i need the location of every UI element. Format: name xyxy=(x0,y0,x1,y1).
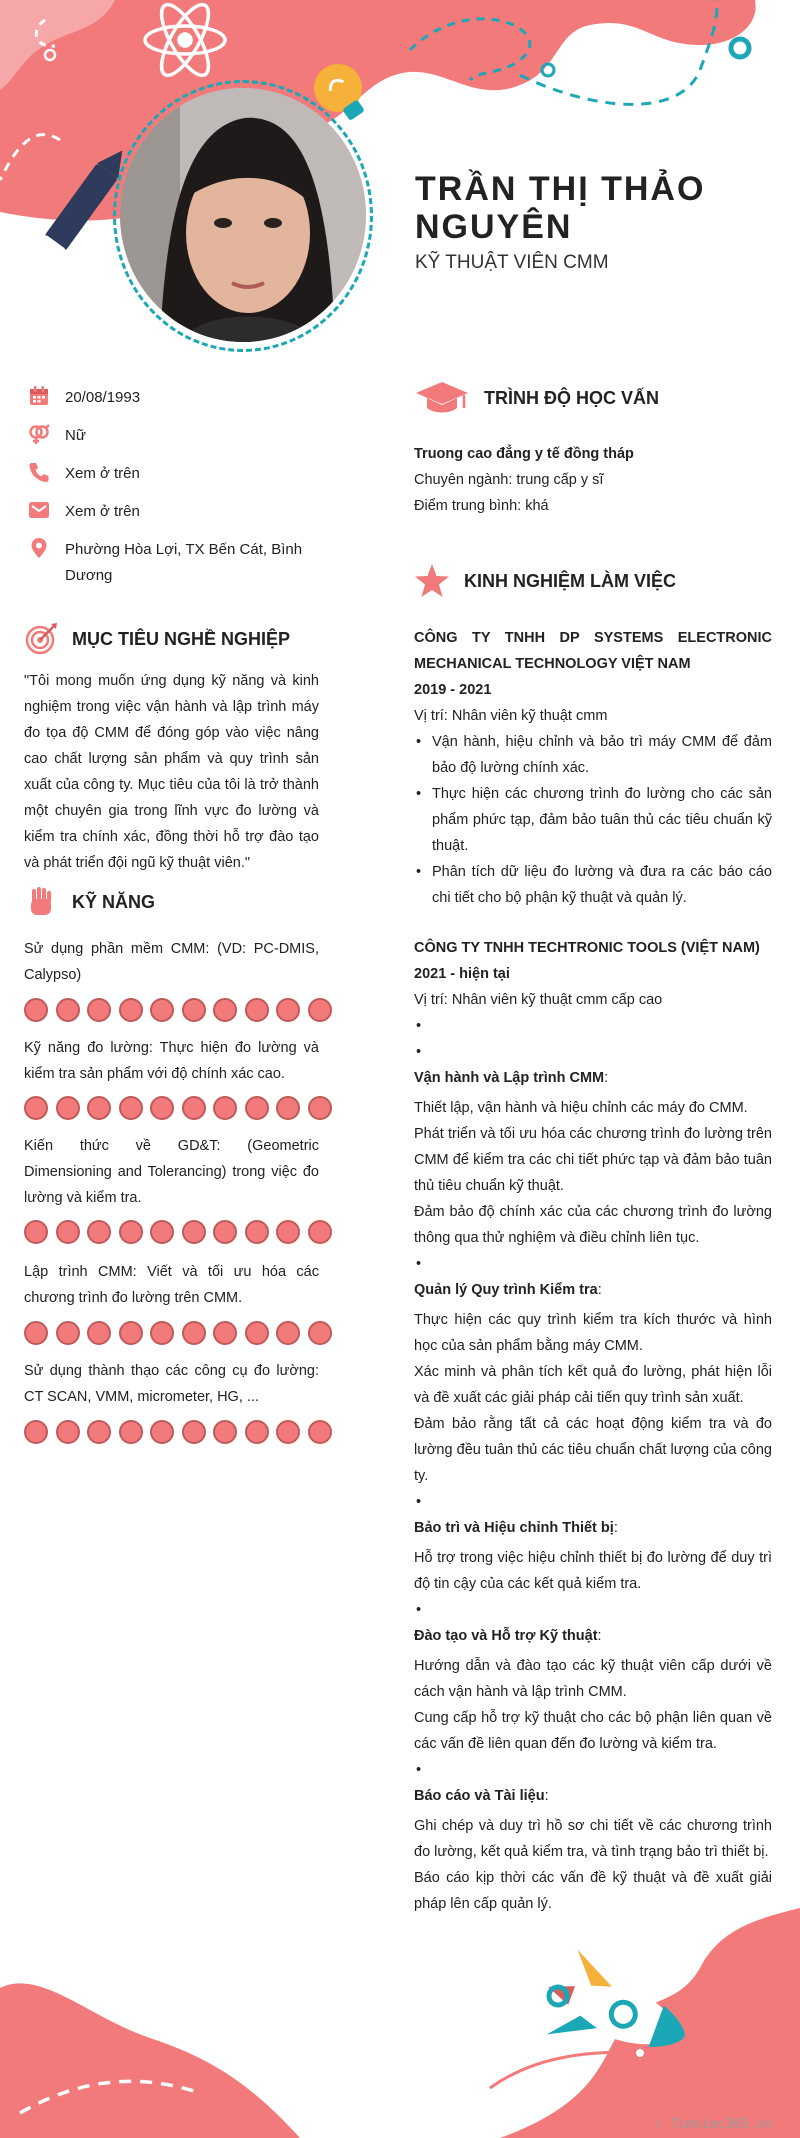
rating-dot xyxy=(213,1420,237,1444)
job-bullet xyxy=(414,1013,772,1039)
rating-dot xyxy=(150,1420,174,1444)
rating-dot xyxy=(56,1420,80,1444)
rating-dot xyxy=(56,1096,80,1120)
rating-dot xyxy=(213,1321,237,1345)
footer-decoration xyxy=(0,1908,800,2138)
duty-group-heading: Bảo trì và Hiệu chỉnh Thiết bị: xyxy=(414,1520,618,1536)
hand-icon xyxy=(24,885,58,919)
duty-group-heading: Vận hành và Lập trình CMM: xyxy=(414,1070,609,1086)
skill-rating xyxy=(24,1220,332,1244)
star-icon xyxy=(414,563,450,599)
rating-dot xyxy=(87,1420,111,1444)
rating-dot xyxy=(24,1220,48,1244)
rating-dot xyxy=(308,1420,332,1444)
duty-line: Đảm bảo độ chính xác của các chương trình đo lường thông qua thử nghiệm và điều chỉnh liên tục. xyxy=(414,1204,772,1246)
gender-icon xyxy=(28,423,50,445)
rating-dot xyxy=(150,1096,174,1120)
rating-dot xyxy=(308,1321,332,1345)
location-pin-icon xyxy=(28,537,50,559)
rating-dot xyxy=(119,1096,143,1120)
rating-dot xyxy=(24,1096,48,1120)
rating-dot xyxy=(56,1321,80,1345)
rating-dot xyxy=(245,1220,269,1244)
rating-dot xyxy=(308,998,332,1022)
candidate-name: TRẦN THỊ THẢO NGUYÊN xyxy=(415,170,706,246)
rating-dot xyxy=(276,1096,300,1120)
rating-dot xyxy=(56,1220,80,1244)
objective-text: "Tôi mong muốn ứng dụng kỹ năng và kinh nghiệm trong việc vận hành và lập trình máy đo tọa độ CMM để đóng góp vào việc nâng cao chất lượng sản phẩm và quy trình sản xuất của công ty. Mục tiêu của tôi là trở thành một chuyên gia trong lĩnh vực đo lường và kiểm tra chính xác, đồng thời hỗ trợ đào tạo và phát triển đội ngũ kỹ thuật viên." xyxy=(24,673,319,871)
rating-dot xyxy=(24,1420,48,1444)
duty-line: Thiết lập, vận hành và hiệu chỉnh các máy đo CMM. xyxy=(414,1100,748,1116)
job-bullet: • Vận hành, hiệu chỉnh và bảo trì máy CMM để đảm bảo độ lường chính xác. xyxy=(414,729,772,781)
duty-line: Ghi chép và duy trì hồ sơ chi tiết về các chương trình đo lường, kết quả kiểm tra, và tình trạng bảo trì thiết bị. xyxy=(414,1818,772,1860)
rating-dot xyxy=(276,1321,300,1345)
duty-line: Thực hiện các quy trình kiểm tra kích thước và hình học của sản phẩm bằng máy CMM. xyxy=(414,1312,772,1354)
rating-dot xyxy=(182,1321,206,1345)
duty-line: Hỗ trợ trong việc hiệu chỉnh thiết bị đo lường để duy trì độ tin cậy của các kết quả kiểm tra. xyxy=(414,1550,772,1592)
education-gpa: Điểm trung bình: khá xyxy=(414,498,549,514)
skill-label: Kỹ năng đo lường: Thực hiện đo lường và kiểm tra sản phẩm với độ chính xác cao. xyxy=(24,1040,319,1082)
target-icon xyxy=(24,622,58,656)
contact-birthday: 20/08/1993 xyxy=(28,385,328,411)
skill-label: Sử dụng thành thạo các công cụ đo lường: CT SCAN, VMM, micrometer, HG, ... xyxy=(24,1363,319,1405)
duty-line: Báo cáo kịp thời các vấn đề kỹ thuật và đề xuất giải pháp lên cấp quản lý. xyxy=(414,1870,772,1912)
rating-dot xyxy=(213,1220,237,1244)
duty-line: Đảm bảo rằng tất cả các hoạt động kiểm tra và đo lường đều tuân thủ các tiêu chuẩn chất lượng của công ty. xyxy=(414,1416,772,1484)
rating-dot xyxy=(308,1096,332,1120)
rating-dot xyxy=(87,1321,111,1345)
rating-dot xyxy=(87,1220,111,1244)
job-bullet: • Thực hiện các chương trình đo lường cho các sản phẩm phức tạp, đảm bảo tuân thủ các tiêu chuẩn kỹ thuật. xyxy=(414,781,772,859)
job-position: Vị trí: Nhân viên kỹ thuật cmm xyxy=(414,708,608,724)
job-bullet xyxy=(414,1597,772,1623)
skill-label: Kiến thức về GD&T: (Geometric Dimensioning and Tolerancing) trong việc đo lường và kiểm tra. xyxy=(24,1138,319,1206)
phone-icon xyxy=(28,461,50,483)
education-school: Truong cao đẳng y tế đồng tháp xyxy=(414,446,634,462)
avatar xyxy=(120,88,366,342)
education-details xyxy=(414,441,772,519)
rating-dot xyxy=(119,998,143,1022)
duty-line: Cung cấp hỗ trợ kỹ thuật cho các bộ phận liên quan về các vấn đề liên quan đến đo lường và kiểm tra. xyxy=(414,1710,772,1752)
skill-rating xyxy=(24,1420,332,1444)
duty-group-heading: Đào tạo và Hỗ trợ Kỹ thuật: xyxy=(414,1628,602,1644)
experience-job-2 xyxy=(414,935,772,1917)
rating-dot xyxy=(182,1420,206,1444)
job-bullet xyxy=(414,1489,772,1515)
job-company: CÔNG TY TNHH TECHTRONIC TOOLS (VIỆT NAM) xyxy=(414,940,760,956)
rating-dot xyxy=(276,1420,300,1444)
graduation-cap-icon xyxy=(414,380,470,416)
calendar-icon xyxy=(28,385,50,407)
rating-dot xyxy=(119,1220,143,1244)
skills-heading: KỸ NĂNG xyxy=(24,885,155,919)
duty-line: Xác minh và phân tích kết quả đo lường, phát hiện lỗi và đề xuất các giải pháp cải tiến quy trình sản xuất. xyxy=(414,1364,772,1406)
rating-dot xyxy=(182,1096,206,1120)
skill-rating xyxy=(24,998,332,1022)
teal-ring xyxy=(731,39,749,57)
rating-dot xyxy=(245,1420,269,1444)
rating-dot xyxy=(245,1321,269,1345)
rating-dot xyxy=(276,1220,300,1244)
contact-address: Phường Hòa Lợi, TX Bến Cát, Bình Dương xyxy=(28,537,328,589)
rating-dot xyxy=(245,1096,269,1120)
rating-dot xyxy=(87,998,111,1022)
rating-dot xyxy=(150,1321,174,1345)
contact-gender: Nữ xyxy=(28,423,328,449)
job-bullet xyxy=(414,1251,772,1277)
rating-dot xyxy=(87,1096,111,1120)
rating-dot xyxy=(245,998,269,1022)
job-position: Vị trí: Nhân viên kỹ thuật cmm cấp cao xyxy=(414,992,663,1008)
email-icon xyxy=(28,499,50,521)
job-bullet: • Phân tích dữ liệu đo lường và đưa ra các báo cáo chi tiết cho bộ phận kỹ thuật và quản lý. xyxy=(414,859,772,911)
job-period: 2021 - hiện tại xyxy=(414,966,510,982)
footer-blob-left xyxy=(0,1983,300,2138)
job-period: 2019 - 2021 xyxy=(414,682,492,698)
watermark: ∴ Timviec365.vn xyxy=(654,2117,772,2132)
skill-rating xyxy=(24,1096,332,1120)
job-company: CÔNG TY TNHH DP SYSTEMS ELECTRONIC MECHANICAL TECHNOLOGY VIỆT NAM xyxy=(414,630,772,672)
rating-dot xyxy=(150,1220,174,1244)
rating-dot xyxy=(119,1321,143,1345)
skill-label: Lập trình CMM: Viết và tối ưu hóa các chương trình đo lường trên CMM. xyxy=(24,1264,319,1306)
job-bullet xyxy=(414,1039,772,1065)
objective-heading: MỤC TIÊU NGHỀ NGHIỆP xyxy=(24,622,290,656)
education-heading: TRÌNH ĐỘ HỌC VẤN xyxy=(414,380,659,416)
experience-job-1 xyxy=(414,625,772,911)
rating-dot xyxy=(24,998,48,1022)
rating-dot xyxy=(308,1220,332,1244)
rating-dot xyxy=(56,998,80,1022)
rating-dot xyxy=(24,1321,48,1345)
duty-group-heading: Quản lý Quy trình Kiểm tra: xyxy=(414,1282,602,1298)
skill-rating xyxy=(24,1321,332,1345)
job-bullet xyxy=(414,1757,772,1783)
rating-dot xyxy=(182,1220,206,1244)
duty-line: Hướng dẫn và đào tạo các kỹ thuật viên cấp dưới về cách vận hành và lập trình CMM. xyxy=(414,1658,772,1700)
rating-dot xyxy=(213,1096,237,1120)
rating-dot xyxy=(150,998,174,1022)
contact-phone: Xem ở trên xyxy=(28,461,328,487)
skill-label: Sử dụng phần mềm CMM: (VD: PC-DMIS, Calypso) xyxy=(24,941,319,983)
rating-dot xyxy=(182,998,206,1022)
education-major: Chuyên ngành: trung cấp y sĩ xyxy=(414,472,604,488)
rating-dot xyxy=(213,998,237,1022)
job-title: KỸ THUẬT VIÊN CMM xyxy=(415,252,609,273)
contact-email: Xem ở trên xyxy=(28,499,328,525)
rating-dot xyxy=(119,1420,143,1444)
experience-heading: KINH NGHIỆM LÀM VIỆC xyxy=(414,563,676,599)
rating-dot xyxy=(276,998,300,1022)
duty-group-heading: Báo cáo và Tài liệu: xyxy=(414,1788,549,1804)
duty-line: Phát triển và tối ưu hóa các chương trình đo lường trên CMM để kiểm tra các chi tiết phức tạp và đảm bảo tuân thủ tiêu chuẩn kỹ thuật. xyxy=(414,1126,772,1194)
